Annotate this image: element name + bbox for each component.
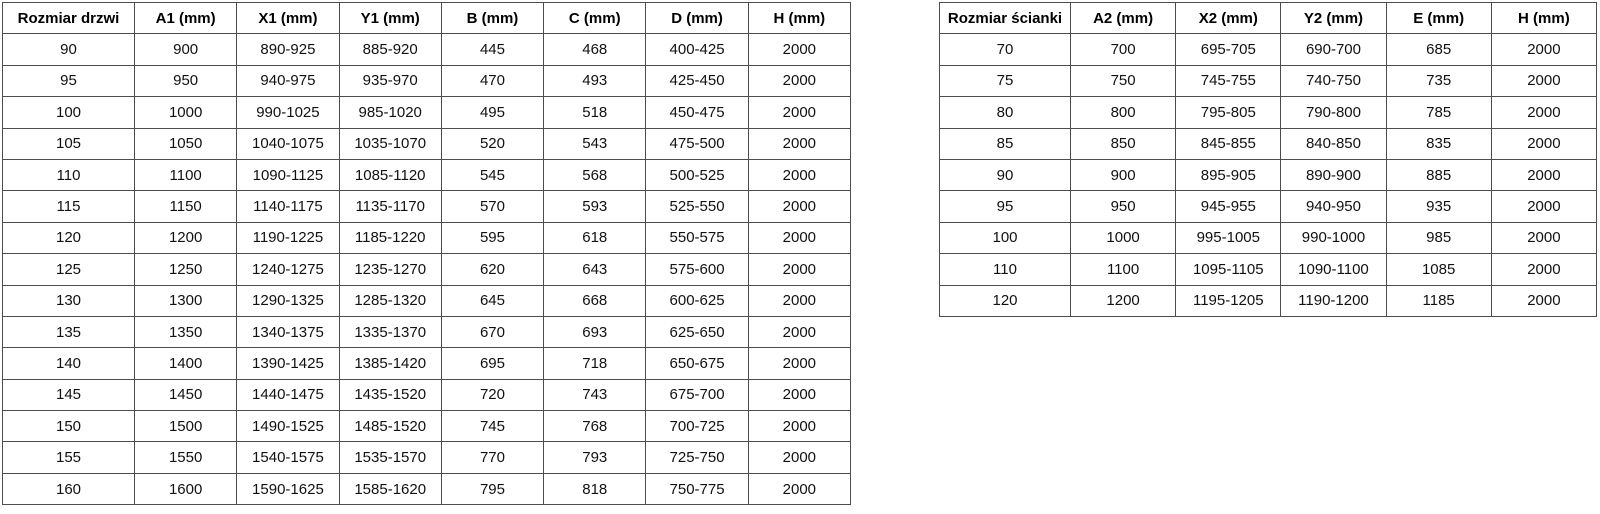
table-cell: 1185	[1386, 285, 1491, 316]
table-cell: 940-950	[1281, 191, 1386, 222]
table-cell: 1090-1100	[1281, 254, 1386, 285]
table-cell: 650-675	[646, 348, 748, 379]
table-cell: 2000	[748, 191, 850, 222]
header-cell: H (mm)	[1491, 3, 1596, 34]
table-cell: 1540-1575	[237, 442, 339, 473]
table-cell: 720	[441, 379, 543, 410]
table-row	[3, 128, 851, 159]
table-cell: 518	[544, 97, 646, 128]
table-row	[3, 191, 851, 222]
table-cell: 135	[3, 316, 135, 347]
table-cell: 2000	[1491, 34, 1596, 65]
table-cell: 668	[544, 285, 646, 316]
header-cell: X1 (mm)	[237, 3, 339, 34]
table-cell: 895-905	[1176, 159, 1281, 190]
table-cell: 695-705	[1176, 34, 1281, 65]
table-cell: 985	[1386, 222, 1491, 253]
table-cell: 593	[544, 191, 646, 222]
table-row	[3, 97, 851, 128]
table-cell: 90	[3, 34, 135, 65]
table-cell: 750-775	[646, 473, 748, 504]
table-cell: 693	[544, 316, 646, 347]
table-cell: 685	[1386, 34, 1491, 65]
table-cell: 645	[441, 285, 543, 316]
table-cell: 700	[1071, 34, 1176, 65]
table-cell: 1440-1475	[237, 379, 339, 410]
table-row	[3, 285, 851, 316]
table-cell: 885-920	[339, 34, 441, 65]
table-cell: 743	[544, 379, 646, 410]
table-cell: 2000	[748, 159, 850, 190]
table-cell: 1335-1370	[339, 316, 441, 347]
table-cell: 695	[441, 348, 543, 379]
table-cell: 2000	[748, 411, 850, 442]
table-cell: 550-575	[646, 222, 748, 253]
table-cell: 495	[441, 97, 543, 128]
table-cell: 750	[1071, 65, 1176, 96]
table-cell: 890-925	[237, 34, 339, 65]
table-cell: 125	[3, 254, 135, 285]
table-cell: 2000	[748, 34, 850, 65]
table-cell: 2000	[1491, 254, 1596, 285]
table-cell: 95	[3, 65, 135, 96]
header-cell: H (mm)	[748, 3, 850, 34]
table-cell: 95	[940, 191, 1071, 222]
table-cell: 740-750	[1281, 65, 1386, 96]
table-cell: 1190-1225	[237, 222, 339, 253]
table-cell: 470	[441, 65, 543, 96]
table-cell: 100	[940, 222, 1071, 253]
table-cell: 1590-1625	[237, 473, 339, 504]
table-cell: 2000	[1491, 65, 1596, 96]
table-cell: 1385-1420	[339, 348, 441, 379]
table-cell: 675-700	[646, 379, 748, 410]
table-cell: 520	[441, 128, 543, 159]
table-cell: 600-625	[646, 285, 748, 316]
table-cell: 1200	[1071, 285, 1176, 316]
table-row	[940, 285, 1597, 316]
header-cell: Rozmiar drzwi	[3, 3, 135, 34]
table-cell: 900	[135, 34, 237, 65]
table-cell: 1150	[135, 191, 237, 222]
table-row	[3, 442, 851, 473]
table-cell: 835	[1386, 128, 1491, 159]
table-cell: 785	[1386, 97, 1491, 128]
table-cell: 1500	[135, 411, 237, 442]
header-cell: A1 (mm)	[135, 3, 237, 34]
table-cell: 1400	[135, 348, 237, 379]
table-cell: 1000	[135, 97, 237, 128]
table-cell: 818	[544, 473, 646, 504]
header-cell: B (mm)	[441, 3, 543, 34]
table-cell: 885	[1386, 159, 1491, 190]
table-cell: 845-855	[1176, 128, 1281, 159]
table-cell: 1350	[135, 316, 237, 347]
table-cell: 2000	[1491, 128, 1596, 159]
table-cell: 1095-1105	[1176, 254, 1281, 285]
table-cell: 120	[3, 222, 135, 253]
table-cell: 625-650	[646, 316, 748, 347]
table-cell: 2000	[748, 473, 850, 504]
table-cell: 155	[3, 442, 135, 473]
table-cell: 700-725	[646, 411, 748, 442]
table-cell: 2000	[748, 254, 850, 285]
table-cell: 85	[940, 128, 1071, 159]
header-cell: Rozmiar ścianki	[940, 3, 1071, 34]
table-row	[3, 379, 851, 410]
table-cell: 2000	[748, 65, 850, 96]
table-cell: 2000	[748, 285, 850, 316]
table-cell: 2000	[748, 379, 850, 410]
table-row	[940, 159, 1597, 190]
table-cell: 1100	[135, 159, 237, 190]
table-cell: 890-900	[1281, 159, 1386, 190]
table-cell: 725-750	[646, 442, 748, 473]
table-cell: 940-975	[237, 65, 339, 96]
table-cell: 500-525	[646, 159, 748, 190]
table-cell: 110	[940, 254, 1071, 285]
table-cell: 445	[441, 34, 543, 65]
table-cell: 718	[544, 348, 646, 379]
table-cell: 795-805	[1176, 97, 1281, 128]
table-cell: 425-450	[646, 65, 748, 96]
table-cell: 950	[135, 65, 237, 96]
table-row	[3, 222, 851, 253]
table-cell: 1240-1275	[237, 254, 339, 285]
table-cell: 1485-1520	[339, 411, 441, 442]
table-cell: 800	[1071, 97, 1176, 128]
table-cell: 120	[940, 285, 1071, 316]
table-row	[940, 222, 1597, 253]
table-cell: 1250	[135, 254, 237, 285]
table-cell: 1450	[135, 379, 237, 410]
table-cell: 1035-1070	[339, 128, 441, 159]
table-cell: 1190-1200	[1281, 285, 1386, 316]
table-cell: 745-755	[1176, 65, 1281, 96]
table-cell: 1235-1270	[339, 254, 441, 285]
table-cell: 2000	[748, 316, 850, 347]
table-cell: 543	[544, 128, 646, 159]
table-cell: 140	[3, 348, 135, 379]
table-cell: 1550	[135, 442, 237, 473]
table-cell: 1140-1175	[237, 191, 339, 222]
table-cell: 1040-1075	[237, 128, 339, 159]
table-row	[3, 348, 851, 379]
table-cell: 670	[441, 316, 543, 347]
table-row	[940, 254, 1597, 285]
table-cell: 1600	[135, 473, 237, 504]
table-cell: 75	[940, 65, 1071, 96]
table-row	[3, 316, 851, 347]
table-cell: 1200	[135, 222, 237, 253]
header-row	[940, 3, 1597, 34]
table-cell: 2000	[748, 442, 850, 473]
table-cell: 2000	[1491, 285, 1596, 316]
table-cell: 790-800	[1281, 97, 1386, 128]
table-row	[940, 65, 1597, 96]
table-row	[3, 65, 851, 96]
table-cell: 1185-1220	[339, 222, 441, 253]
table-cell: 770	[441, 442, 543, 473]
table-cell: 1195-1205	[1176, 285, 1281, 316]
table-cell: 1300	[135, 285, 237, 316]
table-cell: 568	[544, 159, 646, 190]
table-cell: 2000	[1491, 159, 1596, 190]
table-cell: 450-475	[646, 97, 748, 128]
table-row	[3, 159, 851, 190]
table-cell: 2000	[748, 97, 850, 128]
table-cell: 1435-1520	[339, 379, 441, 410]
table-cell: 795	[441, 473, 543, 504]
table-cell: 990-1025	[237, 97, 339, 128]
table-row	[940, 128, 1597, 159]
table-cell: 575-600	[646, 254, 748, 285]
table-cell: 1585-1620	[339, 473, 441, 504]
table-cell: 1290-1325	[237, 285, 339, 316]
table-cell: 525-550	[646, 191, 748, 222]
table-cell: 990-1000	[1281, 222, 1386, 253]
table-cell: 70	[940, 34, 1071, 65]
table-cell: 850	[1071, 128, 1176, 159]
table-cell: 618	[544, 222, 646, 253]
table-cell: 130	[3, 285, 135, 316]
table-cell: 935-970	[339, 65, 441, 96]
table-cell: 1340-1375	[237, 316, 339, 347]
table-row	[940, 97, 1597, 128]
door-sizes-table	[2, 2, 851, 505]
table-row	[940, 34, 1597, 65]
table-cell: 1285-1320	[339, 285, 441, 316]
table-cell: 2000	[748, 128, 850, 159]
table-cell: 80	[940, 97, 1071, 128]
table-cell: 620	[441, 254, 543, 285]
table-cell: 985-1020	[339, 97, 441, 128]
table-cell: 468	[544, 34, 646, 65]
table-cell: 570	[441, 191, 543, 222]
table-cell: 1100	[1071, 254, 1176, 285]
table-cell: 150	[3, 411, 135, 442]
header-cell: Y1 (mm)	[339, 3, 441, 34]
table-cell: 745	[441, 411, 543, 442]
table-cell: 735	[1386, 65, 1491, 96]
table-cell: 475-500	[646, 128, 748, 159]
table-cell: 115	[3, 191, 135, 222]
table-cell: 1085-1120	[339, 159, 441, 190]
table-cell: 2000	[1491, 191, 1596, 222]
table-cell: 110	[3, 159, 135, 190]
table-cell: 1090-1125	[237, 159, 339, 190]
header-cell: A2 (mm)	[1071, 3, 1176, 34]
table-cell: 1490-1525	[237, 411, 339, 442]
table-cell: 643	[544, 254, 646, 285]
table-cell: 900	[1071, 159, 1176, 190]
table-cell: 2000	[1491, 97, 1596, 128]
table-cell: 840-850	[1281, 128, 1386, 159]
table-cell: 545	[441, 159, 543, 190]
header-cell: Y2 (mm)	[1281, 3, 1386, 34]
table-cell: 950	[1071, 191, 1176, 222]
table-cell: 1000	[1071, 222, 1176, 253]
table-cell: 493	[544, 65, 646, 96]
table-cell: 1535-1570	[339, 442, 441, 473]
table-cell: 690-700	[1281, 34, 1386, 65]
table-cell: 768	[544, 411, 646, 442]
table-cell: 995-1005	[1176, 222, 1281, 253]
table-cell: 2000	[748, 222, 850, 253]
table-cell: 945-955	[1176, 191, 1281, 222]
table-cell: 935	[1386, 191, 1491, 222]
table-row	[3, 34, 851, 65]
table-cell: 1085	[1386, 254, 1491, 285]
table-cell: 100	[3, 97, 135, 128]
table-cell: 1050	[135, 128, 237, 159]
table-cell: 145	[3, 379, 135, 410]
table-row	[3, 411, 851, 442]
table-row	[3, 473, 851, 504]
table-cell: 105	[3, 128, 135, 159]
table-cell: 1390-1425	[237, 348, 339, 379]
header-cell: D (mm)	[646, 3, 748, 34]
wall-sizes-table	[939, 2, 1597, 317]
header-cell: X2 (mm)	[1176, 3, 1281, 34]
table-cell: 90	[940, 159, 1071, 190]
table-cell: 793	[544, 442, 646, 473]
table-cell: 595	[441, 222, 543, 253]
header-row	[3, 3, 851, 34]
table-row	[3, 254, 851, 285]
table-row	[940, 191, 1597, 222]
table-cell: 2000	[748, 348, 850, 379]
table-cell: 160	[3, 473, 135, 504]
table-cell: 1135-1170	[339, 191, 441, 222]
header-cell: E (mm)	[1386, 3, 1491, 34]
table-cell: 400-425	[646, 34, 748, 65]
table-cell: 2000	[1491, 222, 1596, 253]
header-cell: C (mm)	[544, 3, 646, 34]
